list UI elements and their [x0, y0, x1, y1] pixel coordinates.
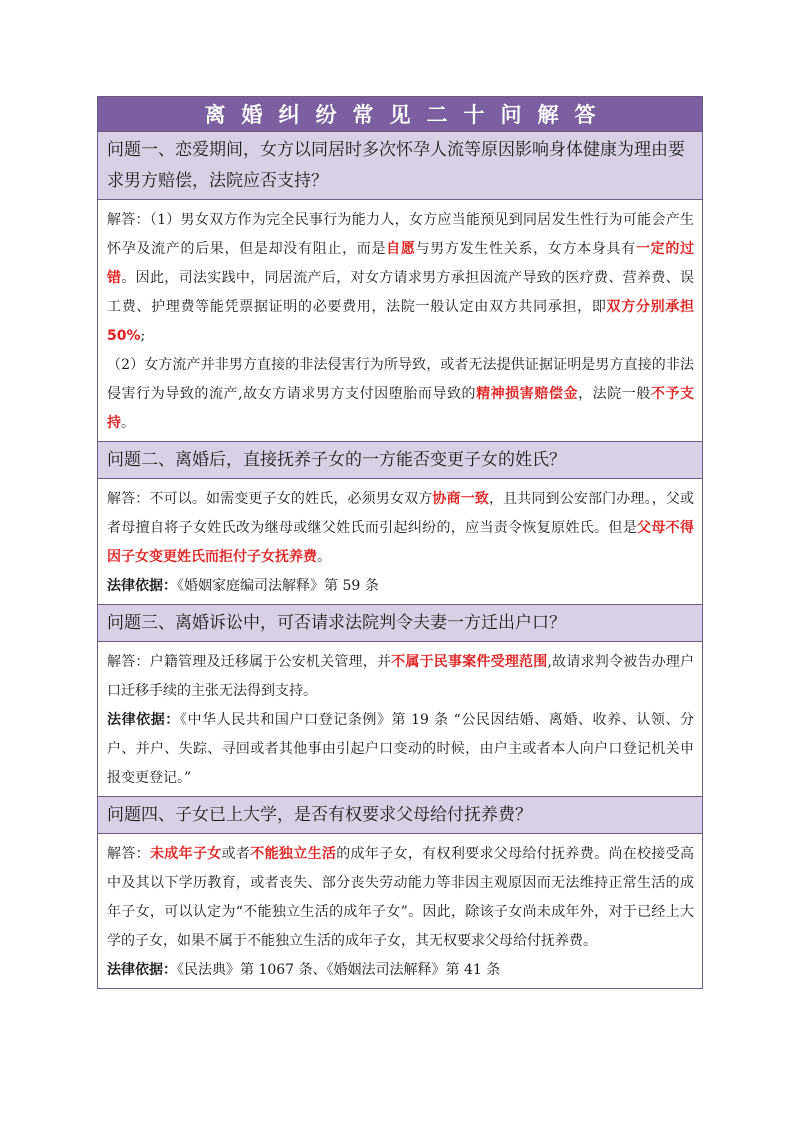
answer-2: [98, 479, 702, 605]
legal-basis-label: 法律依据：: [107, 578, 177, 594]
question-3: 问题三、离婚诉讼中，可否请求法院判令夫妻一方迁出户口？: [98, 605, 702, 642]
text: ，法院一般: [578, 386, 651, 402]
faq-document: [97, 96, 703, 989]
question-1: 问题一、恋爱期间，女方以同居时多次怀孕人流等原因影响身体健康为理由要求男方赔偿，法院应否支持？: [98, 132, 702, 200]
answer-3-para-1: [107, 648, 694, 706]
text: 。: [121, 415, 135, 431]
text: 或者: [221, 846, 251, 862]
text: 解答：（1）男女双方作为完全民事行为能力人，女方应当能预见到同居发生性行为可能会产生怀孕及流产的后果，但是却没有阻止，而是: [107, 212, 694, 257]
highlight: 未成年子女: [149, 846, 222, 862]
text: 。: [317, 549, 331, 565]
text: 解答：户籍管理及迁移属于公安机关管理，并: [107, 654, 392, 670]
highlight: 不能独立生活: [250, 846, 337, 862]
legal-basis-3: [107, 706, 694, 793]
highlight: 精神损害赔偿金: [476, 386, 579, 402]
highlight: 父母不得因子女变更姓氏而拒付子女抚养费: [107, 520, 695, 565]
legal-basis-text: 《中华人民共和国户口登记条例》第 19 条 “公民因结婚、离婚、收养、认领、分户、并户、失踪、寻回或者其他事由引起户口变动的时候，由户主或者本人向户口登记机关申报变更登记。”: [107, 712, 694, 786]
text: ，且共同到公安部门办理。，父或者母擅自将子女姓氏改为继母或继父姓氏而引起纠纷的，应当责令恢复原姓氏。但是: [107, 491, 695, 536]
legal-basis-label: 法律依据：: [107, 712, 180, 728]
answer-3: [98, 642, 702, 797]
highlight: 一定的过错: [107, 241, 695, 286]
question-2: 问题二、离婚后，直接抚养子女的一方能否变更子女的姓氏？: [98, 442, 702, 479]
answer-1-para-1: [107, 206, 694, 351]
answer-4: [98, 834, 702, 988]
legal-basis-text: 《民法典》第 1067 条、《婚姻法司法解释》第 41 条: [177, 962, 501, 978]
question-4: 问题四、子女已上大学，是否有权要求父母给付抚养费？: [98, 797, 702, 834]
highlight: 不属于民事案件受理范围: [391, 654, 548, 670]
legal-basis-label: 法律依据：: [107, 962, 177, 978]
text: ,故请求判令被告办理户口迁移手续的主张无法得到支持。: [107, 654, 695, 699]
highlight: 双方分别承担50%: [107, 299, 695, 344]
text: 。因此，司法实践中，同居流产后，对女方请求男方承担因流产导致的医疗费、营养费、误工费、护理费等能凭票据证明的必要费用，法院一般认定由双方共同承担，即: [107, 270, 695, 315]
highlight: 协商一致: [432, 491, 489, 507]
answer-2-para-1: [107, 485, 694, 572]
answer-1: [98, 200, 702, 442]
highlight: 不予支持: [107, 386, 695, 431]
legal-basis-text: 《婚姻家庭编司法解释》第 59 条: [177, 578, 379, 594]
text: （2）女方流产并非男方直接的非法侵害行为所导致，或者无法提供证据证明是男方直接的非法侵害行为导致的流产,故女方请求男方支付因堕胎而导致的: [107, 357, 694, 402]
text: ;: [140, 328, 146, 344]
document-title: 离婚纠纷常见二十问解答: [98, 97, 702, 132]
text: 解答：不可以。如需变更子女的姓氏，必须男女双方: [107, 491, 433, 507]
legal-basis-2: [107, 572, 694, 601]
text: 解答：: [107, 846, 150, 862]
text: 与男方发生性关系，女方本身具有: [415, 241, 636, 257]
legal-basis-4: [107, 956, 694, 985]
answer-4-para-1: [107, 840, 694, 956]
highlight: 自愿: [386, 241, 416, 257]
text: 的成年子女，有权利要求父母给付抚养费。尚在校接受高中及其以下学历教育，或者丧失、部分丧失劳动能力等非因主观原因而无法维持正常生活的成年子女，可以认定为“不能独立生活的成年子女”。因此，除该子女尚未成年外，对于已经上大学的子女，如果不属于不能独立生活的成年子女，其无权要求父母给付抚养费。: [107, 846, 695, 949]
answer-1-para-2: [107, 351, 694, 438]
